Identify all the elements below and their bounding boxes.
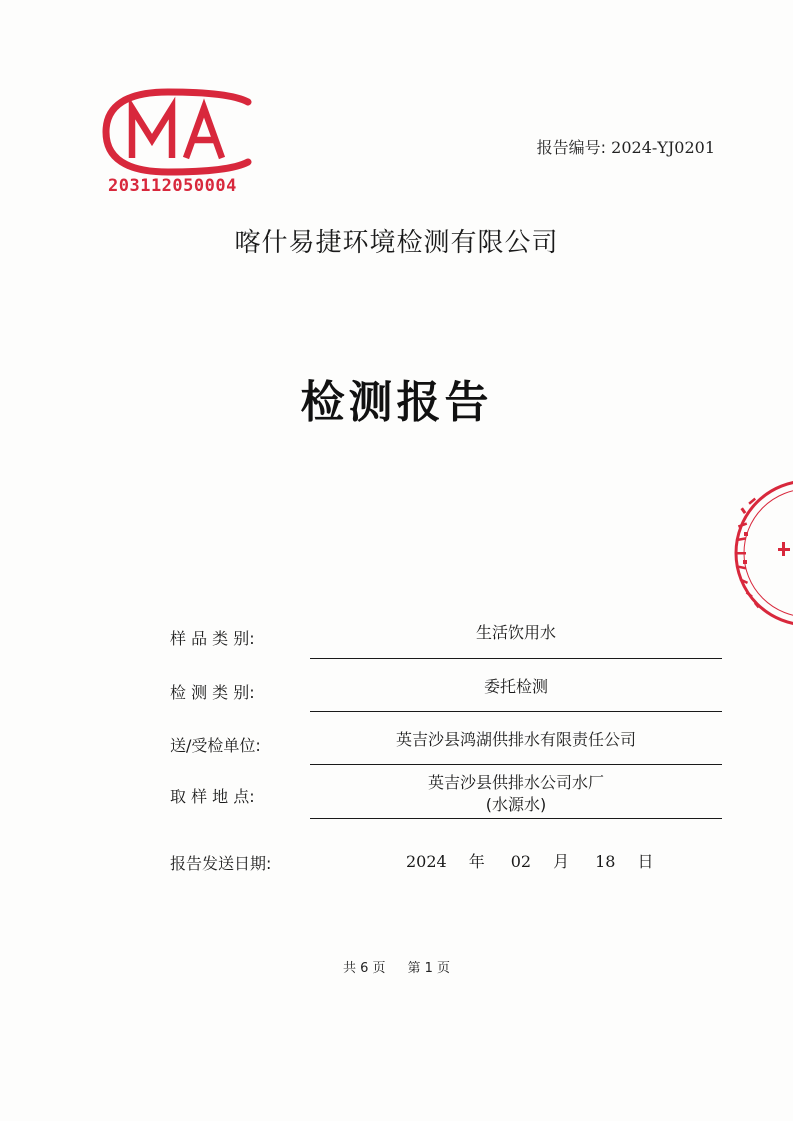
company-name: 喀什易捷环境检测有限公司 xyxy=(234,228,559,258)
page-counter xyxy=(0,957,793,976)
field-underline xyxy=(310,711,722,712)
cma-stamp-logo xyxy=(98,88,258,176)
report-number-value: 2024-YJ0201 xyxy=(611,138,715,157)
page-total: 共 6 页 xyxy=(342,961,386,976)
official-seal-icon xyxy=(728,478,793,628)
document-title: 检测报告 xyxy=(300,377,493,428)
field-underline xyxy=(310,818,722,819)
field-underline xyxy=(310,764,722,765)
date-year-unit: 年 xyxy=(468,852,485,871)
field-value: 委托检测 xyxy=(483,677,548,696)
field-test-category xyxy=(170,676,725,718)
date-month-unit: 月 xyxy=(553,852,570,871)
field-send-date xyxy=(170,849,725,879)
field-label: 样 品 类 别: xyxy=(170,629,255,648)
field-value: 生活饮用水 xyxy=(475,623,556,642)
report-number-label: 报告编号: xyxy=(536,138,607,157)
field-sample-category xyxy=(170,622,725,664)
date-year: 2024 xyxy=(406,852,447,871)
date-day-unit: 日 xyxy=(637,852,654,871)
date-month: 02 xyxy=(510,852,532,871)
page-current: 第 1 页 xyxy=(407,961,451,976)
field-underline xyxy=(310,658,722,659)
field-label: 报告发送日期: xyxy=(170,854,272,873)
cma-certificate-number: 203112050004 xyxy=(108,176,237,196)
field-client-unit xyxy=(170,729,725,771)
field-value xyxy=(310,772,722,816)
field-label: 取 样 地 点: xyxy=(170,787,255,806)
report-number xyxy=(537,135,715,158)
field-value-line1: 英吉沙县供排水公司水厂 xyxy=(427,773,604,792)
field-value: 英吉沙县鸿湖供排水有限责任公司 xyxy=(395,730,636,749)
field-label: 检 测 类 别: xyxy=(170,683,255,702)
field-label: 送/受检单位: xyxy=(170,736,261,755)
field-sampling-location xyxy=(170,773,725,825)
field-value-line2: (水源水) xyxy=(485,795,547,814)
date-day: 18 xyxy=(595,852,616,871)
send-date-value xyxy=(406,849,653,872)
